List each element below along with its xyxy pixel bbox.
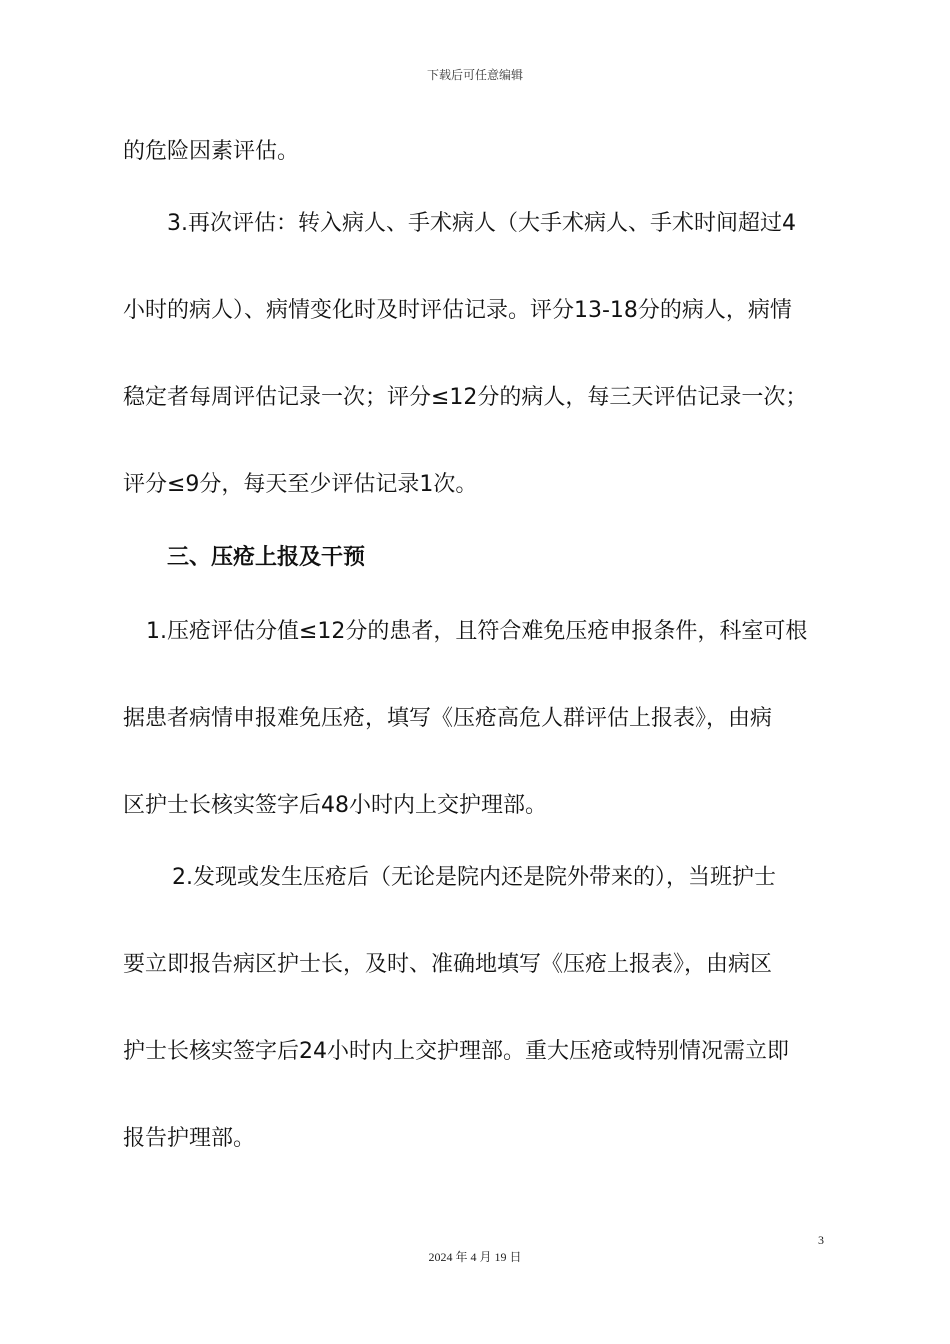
paragraph-line-5: 评分≤9分，每天至少评估记录1次。 (123, 472, 478, 497)
paragraph-line-2: 3.再次评估：转入病人、手术病人（大手术病人、手术时间超过4 (167, 211, 796, 236)
paragraph-line-1: 的危险因素评估。 (123, 139, 300, 164)
footer-date: 2024 年 4 月 19 日 (428, 1250, 522, 1264)
page-number: 3 (818, 1233, 824, 1247)
paragraph-line-3: 小时的病人）、病情变化时及时评估记录。评分13-18分的病人，病情 (123, 298, 792, 323)
page-header-note: 下载后可任意编辑 (426, 68, 523, 82)
paragraph-line-11: 要立即报告病区护士长，及时、准确地填写《压疮上报表》，由病区 (123, 952, 773, 977)
paragraph-line-9: 区护士长核实签字后48小时内上交护理部。 (123, 793, 547, 818)
section-heading: 三、压疮上报及干预 (167, 545, 366, 570)
paragraph-line-4: 稳定者每周评估记录一次；评分≤12分的病人，每三天评估记录一次； (123, 385, 808, 410)
paragraph-line-7: 1.压疮评估分值≤12分的患者，且符合难免压疮申报条件，科室可根 (146, 619, 808, 644)
paragraph-line-12: 护士长核实签字后24小时内上交护理部。重大压疮或特别情况需立即 (123, 1039, 789, 1064)
paragraph-line-10: 2.发现或发生压疮后（无论是院内还是院外带来的），当班护士 (172, 865, 776, 890)
paragraph-line-13: 报告护理部。 (123, 1126, 256, 1151)
paragraph-line-8: 据患者病情申报难免压疮，填写《压疮高危人群评估上报表》，由病 (123, 706, 773, 731)
